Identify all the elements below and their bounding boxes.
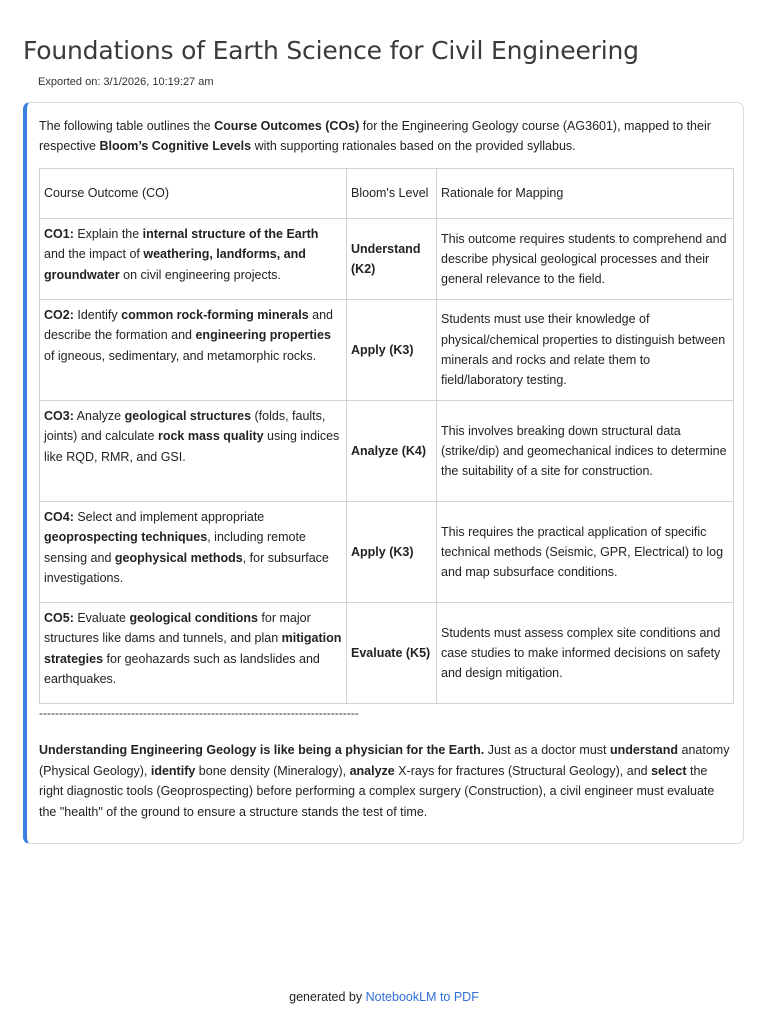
text-run: and describe the formation and: [44, 308, 334, 343]
bold-text: understand: [609, 743, 679, 757]
intro-paragraph: [39, 116, 731, 156]
text-run: and the impact of: [44, 247, 144, 262]
blooms-level-cell: Apply (K3): [347, 300, 437, 401]
rationale-cell: This outcome requires students to comprehend and describe physical geological processes and their general relevance to the field.: [437, 219, 734, 300]
text-run: , for subsurface investigations.: [44, 550, 329, 585]
bold-text: internal structure of the Earth: [142, 227, 319, 241]
analogy-paragraph: [39, 740, 731, 822]
bold-text: analyze: [349, 763, 395, 778]
text-run: of igneous, sedimentary, and metamorphic rocks.: [44, 348, 317, 363]
text-run: X-rays for fractures (Structural Geology), and: [394, 763, 652, 778]
intro-text: with supporting rationales based on the provided syllabus.: [251, 139, 576, 153]
intro-bold-blooms-levels: Bloom’s Cognitive Levels: [99, 139, 252, 153]
table-row: [40, 603, 734, 704]
export-timestamp: Exported on: 3/1/2026, 10:19:27 am: [38, 76, 214, 88]
bold-text: rock mass quality: [157, 429, 264, 444]
bold-text: CO1:: [44, 227, 74, 241]
text-run: Analyze: [73, 409, 125, 423]
rationale-cell: Students must use their knowledge of physical/chemical properties to distinguish between minerals and rocks and relate them to field/laboratory testing.: [437, 300, 734, 401]
rationale-cell: Students must assess complex site conditions and case studies to make informed decisions on safety and design mitigation.: [437, 603, 734, 704]
text-run: anatomy (Physical Geology),: [39, 743, 730, 778]
rationale-cell: This requires the practical application of specific technical methods (Seismic, GPR, Electrical) to log and map subsurface conditions.: [437, 502, 734, 603]
bold-text: Understanding Engineering Geology is like being a physician for the Earth.: [39, 743, 485, 757]
bold-text: CO3:: [44, 409, 74, 423]
footer-prefix: generated by: [289, 990, 366, 1004]
bold-text: common rock-forming minerals: [121, 308, 309, 322]
header-blooms-level: Bloom's Level: [347, 169, 437, 219]
bold-text: geological structures: [124, 409, 252, 423]
bold-text: CO2:: [44, 308, 74, 322]
bold-text: identify: [150, 763, 196, 778]
intro-text: The following table outlines the: [39, 119, 215, 133]
blooms-level-cell: Evaluate (K5): [347, 603, 437, 704]
co-cell: [40, 603, 347, 704]
text-run: using indices like RQD, RMR, and GSI.: [44, 429, 340, 464]
text-run: Select and implement appropriate: [73, 510, 265, 524]
blooms-level-cell: Understand (K2): [347, 219, 437, 300]
text-run: Identify: [73, 308, 122, 322]
bold-text: select: [651, 763, 687, 778]
bold-text: CO4:: [44, 510, 74, 524]
course-outcomes-table: [39, 168, 734, 704]
bold-text: weathering, landforms, and groundwater: [44, 247, 306, 282]
intro-bold-course-outcomes: Course Outcomes (COs): [214, 119, 360, 133]
table-header-row: [40, 169, 734, 219]
text-divider: --------------------------------------------------------------------------------: [39, 706, 359, 720]
blooms-level-cell: Apply (K3): [347, 502, 437, 603]
rationale-cell: This involves breaking down structural data (strike/dip) and geomechanical indices to determine the suitability of a site for construction.: [437, 401, 734, 502]
table-row: [40, 502, 734, 603]
co-cell: [40, 219, 347, 300]
text-run: , including remote sensing and: [44, 530, 306, 565]
bold-text: mitigation strategies: [44, 631, 342, 666]
notebooklm-link[interactable]: NotebookLM to PDF: [365, 990, 479, 1004]
text-run: Just as a doctor must: [484, 743, 610, 757]
page-title: Foundations of Earth Science for Civil Engineering: [23, 36, 639, 65]
content-card: [23, 102, 744, 844]
header-rationale: Rationale for Mapping: [437, 169, 734, 219]
text-run: for geohazards such as landslides and earthquakes.: [44, 651, 320, 686]
footer: [0, 990, 768, 1004]
co-cell: [40, 300, 347, 401]
header-course-outcome: Course Outcome (CO): [40, 169, 347, 219]
bold-text: engineering properties: [195, 328, 331, 343]
table-row: [40, 300, 734, 401]
bold-text: geological conditions: [129, 611, 258, 625]
text-run: bone density (Mineralogy),: [195, 763, 350, 778]
table-row: [40, 219, 734, 300]
bold-text: geophysical methods: [114, 550, 243, 565]
co-cell: [40, 401, 347, 502]
text-run: on civil engineering projects.: [119, 267, 281, 282]
text-run: Evaluate: [73, 611, 130, 625]
bold-text: CO5:: [44, 611, 74, 625]
table-row: [40, 401, 734, 502]
text-run: (folds, faults, joints) and calculate: [44, 409, 326, 444]
text-run: Explain the: [73, 227, 143, 241]
bold-text: geoprospecting techniques: [44, 530, 208, 545]
blooms-level-cell: Analyze (K4): [347, 401, 437, 502]
text-run: the right diagnostic tools (Geoprospecting) before performing a complex surgery (Construction), a civil engineer must evaluate the "health" of the ground to ensure a structure stands the test of time.: [39, 763, 715, 819]
text-run: for major structures like dams and tunnels, and plan: [44, 611, 311, 646]
intro-text: for the Engineering Geology course (AG3601), mapped to their respective: [39, 119, 711, 153]
co-cell: [40, 502, 347, 603]
